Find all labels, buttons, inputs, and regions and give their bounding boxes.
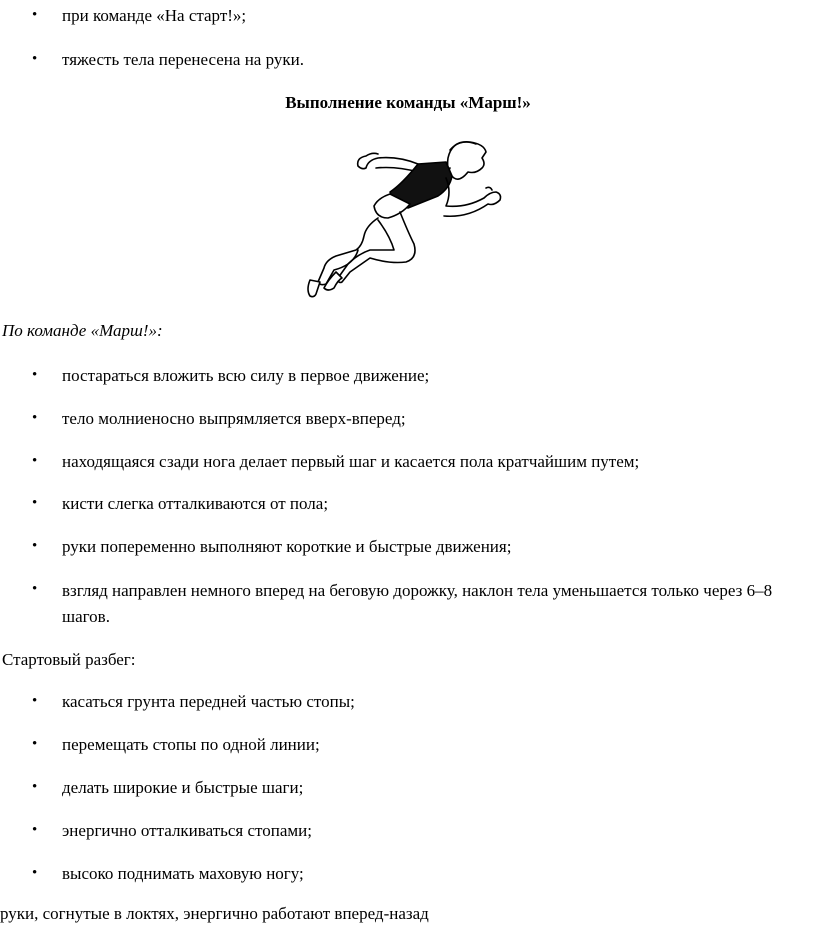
list-item bbox=[32, 692, 810, 712]
list-item bbox=[32, 6, 810, 26]
list-item-text: высоко поднимать маховую ногу; bbox=[62, 864, 304, 883]
bullet-icon: • bbox=[32, 693, 38, 709]
list-item bbox=[32, 494, 810, 514]
list-item-text: взгляд направлен немного вперед на беговую дорожку, наклон тела уменьшается только через 6–8 шагов. bbox=[62, 581, 773, 627]
list-item-text: находящаяся сзади нога делает первый шаг и касается пола кратчайшим путем; bbox=[62, 452, 640, 471]
bullet-icon: • bbox=[32, 410, 38, 426]
list-item bbox=[32, 409, 810, 429]
list-item-text: касаться грунта передней частью стопы; bbox=[62, 692, 355, 711]
list-item-text: энергично отталкиваться стопами; bbox=[62, 821, 312, 840]
bullet-icon: • bbox=[32, 495, 38, 511]
bullet-icon: • bbox=[32, 51, 38, 67]
list-item-text: делать широкие и быстрые шаги; bbox=[62, 778, 304, 797]
bullet-icon: • bbox=[32, 538, 38, 554]
list-item-text: кисти слегка отталкиваются от пола; bbox=[62, 494, 329, 513]
bullet-icon: • bbox=[32, 7, 38, 23]
bullet-icon: • bbox=[32, 581, 38, 597]
list-item bbox=[32, 821, 810, 841]
sprinter-running-illustration bbox=[300, 128, 520, 303]
list-item-text: постараться вложить всю силу в первое движение; bbox=[62, 366, 430, 385]
list-item bbox=[32, 50, 810, 70]
bullet-icon: • bbox=[32, 367, 38, 383]
closing-text: руки, согнутые в локтях, энергично работают вперед-назад bbox=[0, 904, 429, 923]
list-item-text: при команде «На старт!»; bbox=[62, 6, 247, 25]
bullet-icon: • bbox=[32, 453, 38, 469]
list-item-text: тело молниеносно выпрямляется вверх-вперед; bbox=[62, 409, 406, 428]
bullet-icon: • bbox=[32, 779, 38, 795]
list-item-text: руки попеременно выполняют короткие и быстрые движения; bbox=[62, 537, 512, 556]
hair-shape bbox=[450, 142, 476, 150]
rear-shoe bbox=[308, 280, 320, 297]
front-leg bbox=[338, 212, 415, 283]
rear-arm bbox=[358, 153, 418, 168]
list-item bbox=[32, 778, 810, 798]
bullet-icon: • bbox=[32, 865, 38, 881]
list-item-text: перемещать стопы по одной линии; bbox=[62, 735, 320, 754]
front-shoe bbox=[324, 272, 342, 290]
section-heading: Выполнение команды «Марш!» bbox=[285, 93, 531, 112]
bullet-icon: • bbox=[32, 822, 38, 838]
bullet-icon: • bbox=[32, 736, 38, 752]
front-arm bbox=[444, 178, 501, 216]
list-item bbox=[32, 537, 810, 557]
intro-text: По команде «Марш!»: bbox=[2, 321, 163, 340]
list-item bbox=[32, 735, 810, 755]
list-item bbox=[32, 578, 810, 631]
list-item bbox=[32, 366, 810, 386]
list-item bbox=[32, 864, 810, 884]
list-item bbox=[32, 452, 810, 472]
list-item-text: тяжесть тела перенесена на руки. bbox=[62, 50, 304, 69]
section-title: Стартовый разбег: bbox=[2, 650, 136, 669]
